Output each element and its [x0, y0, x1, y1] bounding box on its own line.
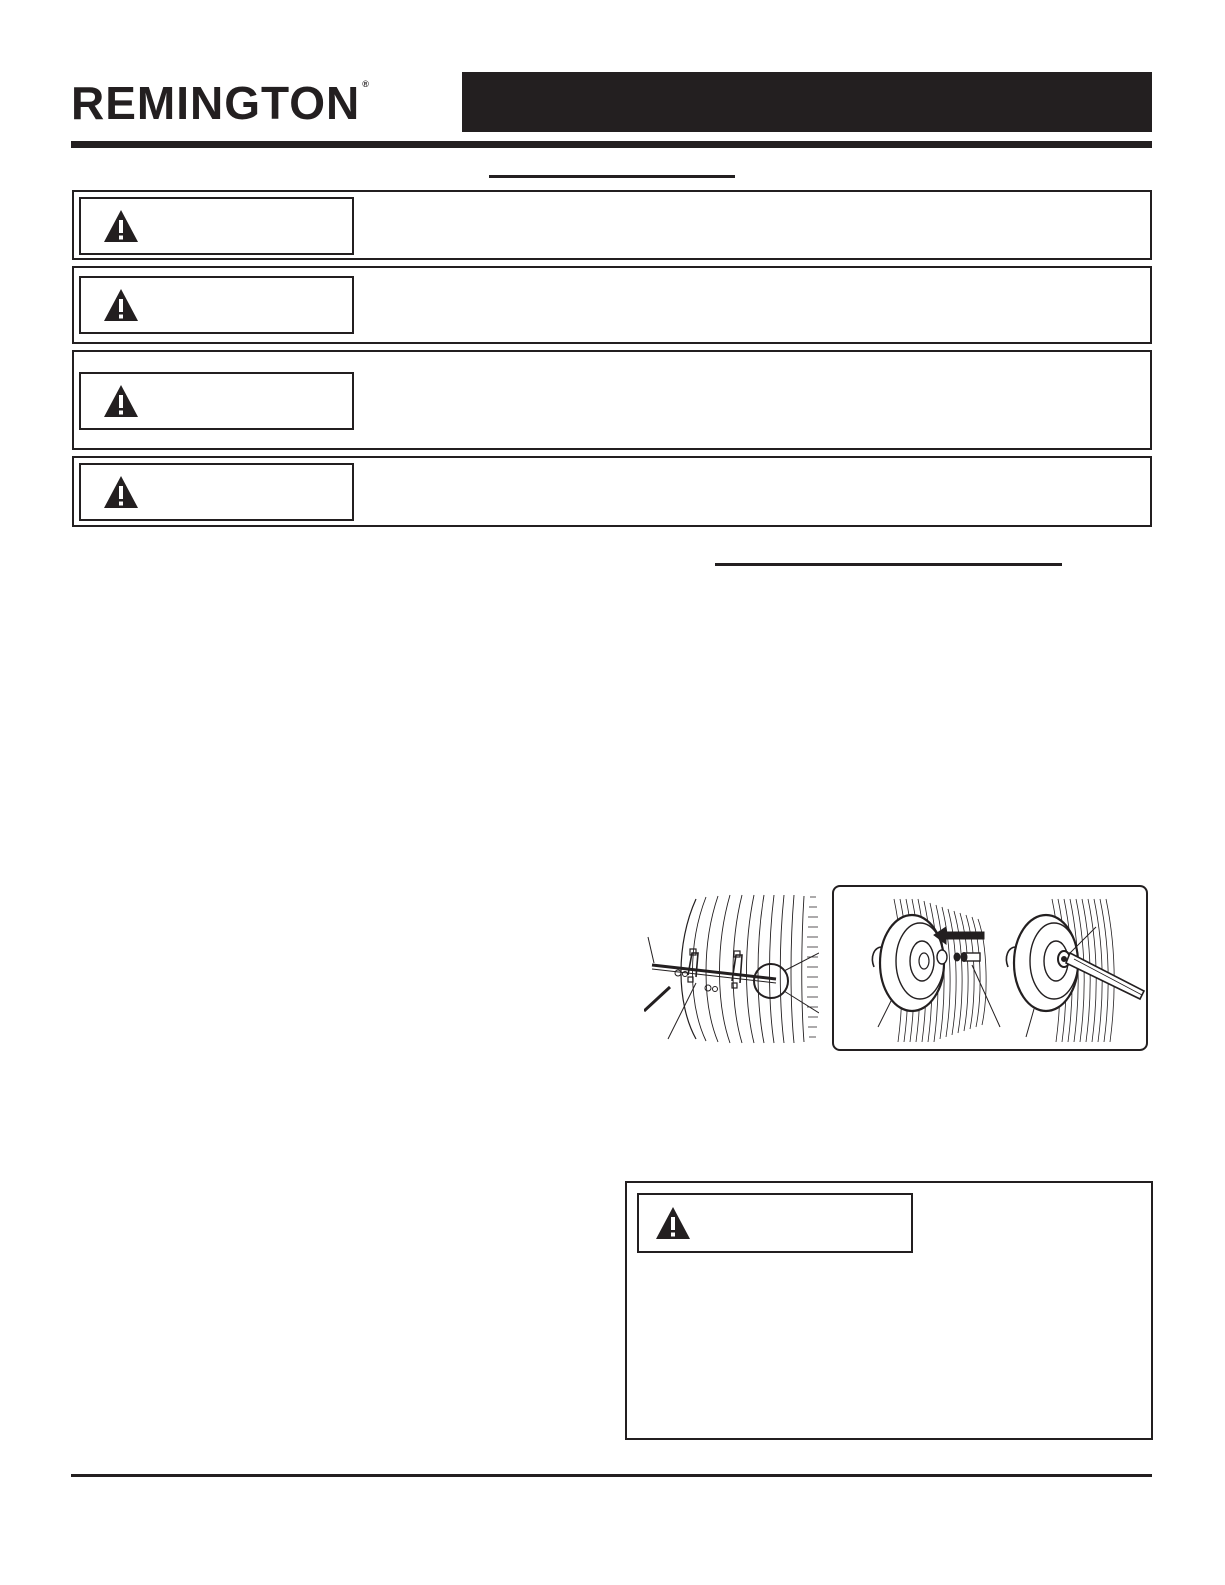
warning-label-4 — [79, 463, 354, 521]
warning-triangle-icon — [655, 1206, 691, 1240]
warning-row-4 — [72, 456, 1152, 527]
footer-rule — [71, 1474, 1152, 1477]
brand-name: REMINGTON — [71, 77, 361, 129]
warning-row-1 — [72, 190, 1152, 260]
caution-box — [625, 1181, 1153, 1440]
fan-bracket-illustration — [644, 893, 819, 1045]
warning-triangle-icon — [103, 288, 139, 322]
warning-triangle-icon — [103, 209, 139, 243]
header-rule — [71, 141, 1152, 148]
hub-detail-illustration — [834, 887, 1146, 1049]
warning-row-2 — [72, 266, 1152, 344]
warning-row-3 — [72, 350, 1152, 450]
subsection-title-underline — [715, 563, 1062, 566]
registered-mark: ® — [362, 79, 369, 89]
warning-label-1 — [79, 197, 354, 255]
caution-label — [637, 1193, 913, 1253]
section-title-underline — [489, 175, 735, 178]
header-bar — [462, 72, 1152, 132]
warning-triangle-icon — [103, 475, 139, 509]
warning-label-3 — [79, 372, 354, 430]
warning-triangle-icon — [103, 384, 139, 418]
warning-label-2 — [79, 276, 354, 334]
brand-logo — [71, 77, 369, 129]
hub-detail-inset — [832, 885, 1148, 1051]
